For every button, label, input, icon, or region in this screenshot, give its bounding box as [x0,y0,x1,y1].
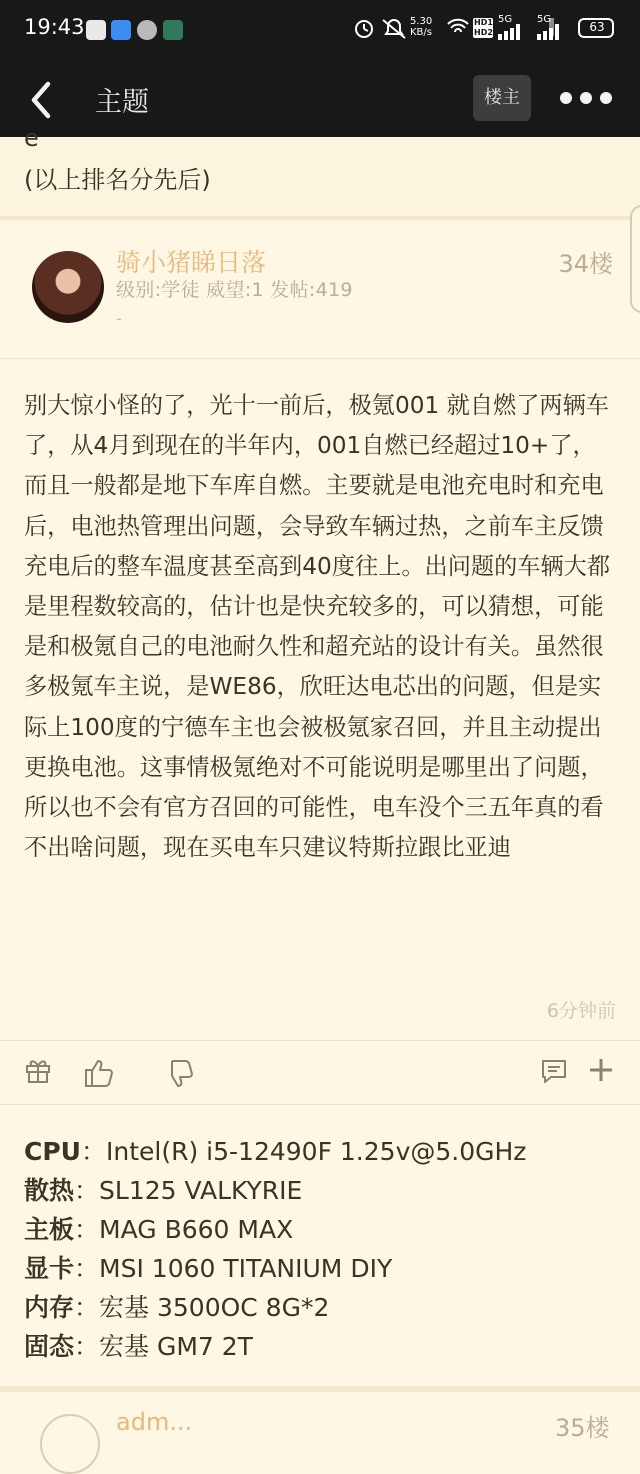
signature-value: MSI 1060 TITANIUM DIY [99,1254,393,1283]
divider [0,216,640,220]
chevron-left-icon [22,78,62,122]
signature-key: CPU [24,1137,81,1166]
only-op-button[interactable]: 楼主 [473,75,531,121]
signature-value: MAG B660 MAX [99,1215,294,1244]
signature-row [24,1171,302,1207]
signal-1-label: 5G [498,14,513,25]
signal-icon [537,24,577,40]
hd-label-1: HD1 [474,18,493,27]
signature-row [24,1210,293,1246]
signature-value: Intel(R) i5-12490F 1.25v@5.0GHz [106,1137,527,1166]
post-content: 别大惊小怪的了，光十一前后，极氪001 就自燃了两辆车了，从4月到现在的半年内，001自燃已经超过10+了，而且一般都是地下车库自燃。主要就是电池充电时和充电后，电池热管理出问题，会导致车辆过热，之前车主反馈充电后的整车温度甚至高到40度往上。出问题的车辆大都是里程数较高的，估计也是快充较多的，可以猜想，可能是和极氪自己的电池耐久性和超充站的设计有关。虽然很多极氪车主说，是WE86，欣旺达电芯出的问题，但是实际上100度的宁德车主也会被极氪家召回，并且主动提出更换电池。这事情极氪绝对不可能说明是哪里出了问题，所以也不会有官方召回的可能性，电车没个三五年真的看不出啥问题，现在买电车只建议特斯拉跟比亚迪 [24,392,611,862]
floor-number: 35楼 [555,1414,610,1442]
hd-label-2: HD2 [474,28,493,37]
notification-app-icon [86,20,106,40]
signature-value: 宏基 3500OC 8G*2 [99,1293,330,1322]
more-dots-icon[interactable] [558,86,614,110]
divider [0,1386,640,1392]
signature-value: SL125 VALKYRIE [99,1176,303,1205]
thumbs-down-icon[interactable] [166,1058,198,1092]
signature-key: 散热 [24,1176,75,1205]
floating-side-tab[interactable] [630,205,640,313]
notification-app-icon [137,20,157,40]
signature-sep: ： [74,1215,100,1244]
signature-key: 显卡 [24,1254,75,1283]
divider [0,1104,640,1105]
signal-2-label: 5G [537,14,552,25]
user-meta: 级别:学徒 威望:1 发帖:419 [116,279,353,301]
user-signature-dash: - [116,309,122,328]
signature-sep: ： [74,1176,100,1205]
divider [0,1040,640,1041]
post-username[interactable]: 骑小猪睇日落 [116,248,267,277]
signature-value: 宏基 GM7 2T [99,1332,253,1361]
notification-app-icon [111,20,131,40]
plus-icon[interactable] [588,1057,614,1087]
notification-app-icon [163,20,183,40]
post-timestamp: 6分钟前 [546,1000,616,1022]
battery-level: 63 [589,20,605,34]
signal-icon [498,24,538,40]
signature-sep: ： [74,1254,100,1283]
thumbs-up-icon[interactable] [84,1058,116,1092]
net-speed-unit: KB/s [410,27,432,38]
floor-number: 34楼 [558,250,613,278]
comment-icon[interactable] [540,1058,568,1088]
signature-sep: ： [74,1293,100,1322]
net-speed-value: 5.30 [410,16,433,27]
signature-row [24,1132,526,1168]
signature-key: 内存 [24,1293,75,1322]
signature-key: 主板 [24,1215,75,1244]
avatar[interactable] [40,1414,100,1474]
signature-row [24,1327,253,1363]
signature-key: 固态 [24,1332,75,1361]
signature-row [24,1249,392,1285]
status-time: 19:43 [24,15,85,39]
signature-row [24,1288,329,1324]
divider [0,358,640,359]
page-title: 主题 [95,87,149,118]
signature-sep: ： [80,1137,106,1166]
gift-icon[interactable] [24,1056,52,1088]
previous-post-text: (以上排名分先后) [24,166,211,194]
status-indicators [350,14,615,42]
signature-sep: ： [74,1332,100,1361]
post-username[interactable]: adm... [116,1408,193,1436]
back-button[interactable] [22,78,62,122]
avatar[interactable] [32,251,104,323]
previous-post-text: e [24,124,39,152]
